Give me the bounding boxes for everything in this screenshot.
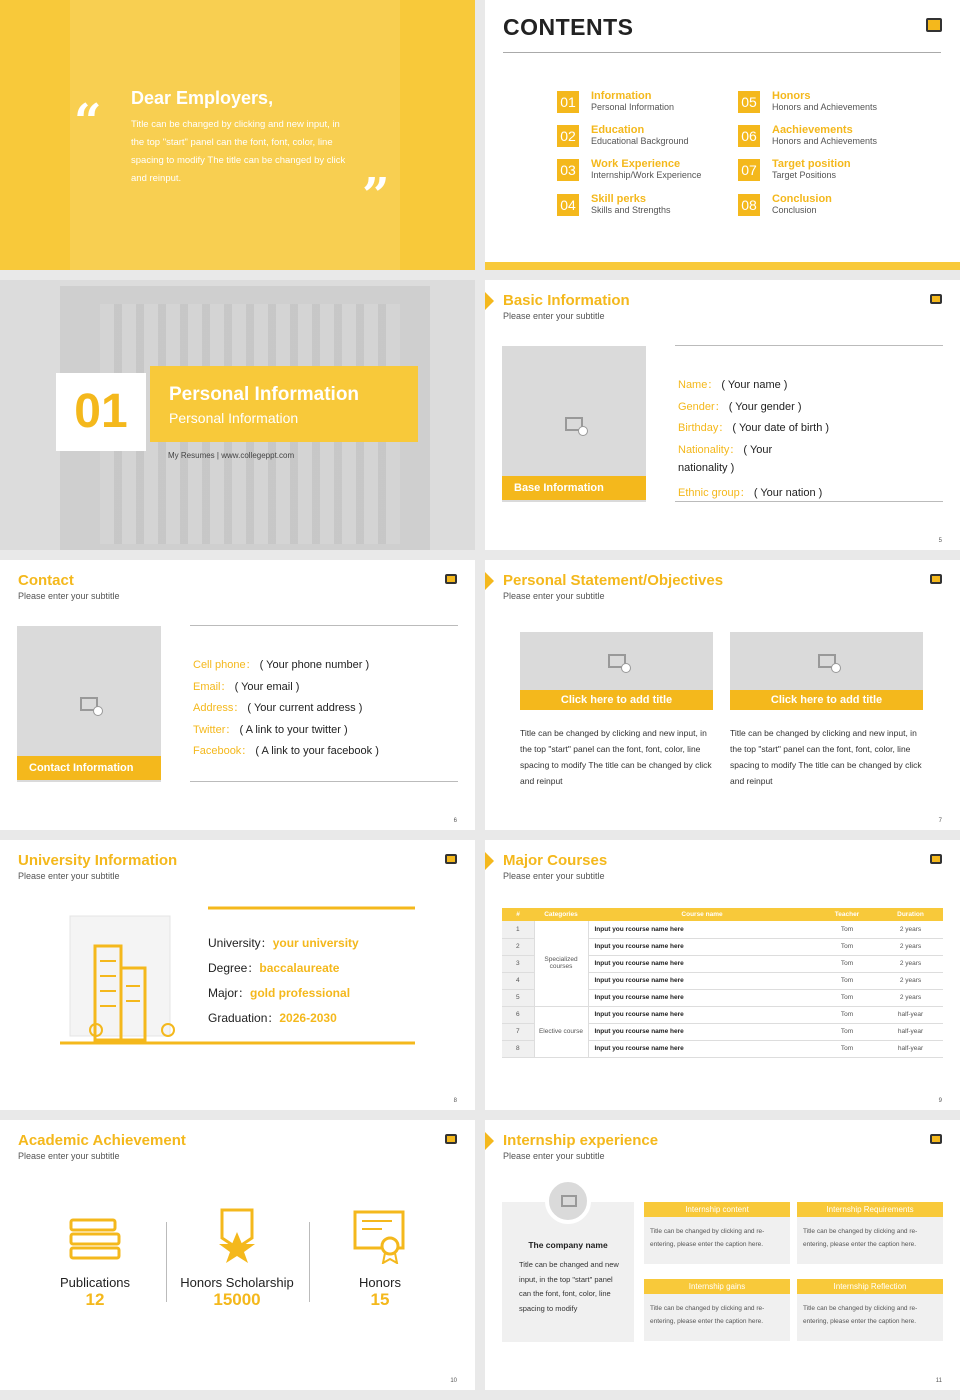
slide-subtitle: Please enter your subtitle <box>18 871 120 881</box>
slide-subtitle: Please enter your subtitle <box>18 1151 120 1161</box>
section-number: 01 <box>56 373 146 451</box>
info-field: Nationality： ( Your <box>678 444 773 456</box>
slide-title: University Information <box>18 852 178 869</box>
image-icon <box>565 417 583 431</box>
slide-subtitle: Please enter your subtitle <box>503 871 605 881</box>
logo-icon <box>445 1134 457 1144</box>
slide-section[interactable] <box>0 280 475 550</box>
open-quote-icon: “ <box>74 94 102 150</box>
footer-bar <box>485 262 960 270</box>
item-number: 04 <box>557 194 579 216</box>
internship-card: Internship content Title can be changed by clicking and re-entering, please enter the caption here. <box>644 1202 790 1264</box>
item-title: Aachievements <box>772 124 853 136</box>
photo-label: Base Information <box>502 476 646 500</box>
contents-item[interactable] <box>557 193 727 221</box>
company-text: Title can be changed and new input, in the top "start" panel can the font, font, color, line spacing to modify <box>519 1260 619 1313</box>
internship-card: Internship gains Title can be changed by clicking and re-entering, please enter the caption here. <box>644 1279 790 1341</box>
slide-contents[interactable] <box>485 0 960 270</box>
achievement-scholarship: Honors Scholarship 15000 <box>167 1208 307 1310</box>
info-field: Birthday： ( Your date of birth ) <box>678 422 830 434</box>
logo-icon <box>930 1134 942 1144</box>
slide-subtitle: Please enter your subtitle <box>18 591 120 601</box>
slide-title: Personal Statement/Objectives <box>503 572 724 589</box>
contents-item[interactable] <box>738 124 908 152</box>
certificate-icon <box>352 1208 408 1264</box>
info-field: nationality ) <box>678 462 735 474</box>
item-number: 06 <box>738 125 760 147</box>
item-subtitle: Personal Information <box>591 102 675 112</box>
page-number: 7 <box>938 818 942 824</box>
table-row[interactable]: 5 Input you rcourse name here Tom 2 years <box>502 989 943 1006</box>
slide-title: Academic Achievement <box>18 1132 186 1149</box>
card-title-button[interactable]: Click here to add title <box>730 690 923 710</box>
image-icon <box>80 697 98 711</box>
title-arrow-icon <box>485 572 494 590</box>
item-subtitle: Educational Background <box>591 136 689 146</box>
image-icon <box>561 1195 577 1207</box>
item-number: 05 <box>738 91 760 113</box>
contents-item[interactable] <box>738 193 908 221</box>
slide-contact[interactable] <box>0 560 475 830</box>
achievement-honors: Honors 15 <box>310 1208 450 1310</box>
divider <box>190 625 458 626</box>
logo-icon <box>445 854 457 864</box>
slide-intro[interactable] <box>0 0 475 270</box>
item-title: Target position <box>772 158 851 170</box>
page-number: 5 <box>938 538 942 544</box>
table-row[interactable]: 1 Specialized courses Input you rcourse name here Tom 2 years <box>502 921 943 938</box>
slide-academic-achievement[interactable] <box>0 1120 475 1390</box>
item-title: Education <box>591 124 645 136</box>
contents-item[interactable] <box>557 158 727 186</box>
contents-item[interactable] <box>557 90 727 118</box>
slide-title: Internship experience <box>503 1132 659 1149</box>
item-subtitle: Target Positions <box>772 170 837 180</box>
table-row[interactable]: 7 Input you rcourse name here Tom half-year <box>502 1023 943 1040</box>
image-icon <box>818 654 836 668</box>
item-subtitle: Honors and Achievements <box>772 102 878 112</box>
item-number: 01 <box>557 91 579 113</box>
page-number: 8 <box>453 1098 457 1104</box>
logo-icon <box>930 574 942 584</box>
contact-field: Facebook： ( A link to your facebook ) <box>193 745 379 757</box>
divider <box>309 1222 310 1302</box>
card-text: Title can be changed by clicking and new input, in the top "start" panel can the font, font, color, line spacing to modify The title can be changed by click and reinput <box>520 728 712 786</box>
table-row[interactable]: 2 Input you rcourse name here Tom 2 years <box>502 938 943 955</box>
slide-subtitle: Please enter your subtitle <box>503 1151 605 1161</box>
company-avatar <box>545 1178 591 1224</box>
contact-field: Address： ( Your current address ) <box>193 702 363 714</box>
item-number: 07 <box>738 159 760 181</box>
logo-icon <box>926 18 942 32</box>
item-title: Honors <box>772 90 811 102</box>
intro-body: Title can be changed by clicking and new input, in the top "start" panel can the font, font, color, line spacing to modify The title can be changed by click and reinput. <box>131 119 346 184</box>
internship-card: Internship Requirements Title can be changed by clicking and re-entering, please enter the caption here. <box>797 1202 943 1264</box>
page-number: 6 <box>453 818 457 824</box>
slide-basic-information[interactable] <box>485 280 960 550</box>
slide-title: Major Courses <box>503 852 608 869</box>
item-subtitle: Skills and Strengths <box>591 205 671 215</box>
contact-field: Cell phone： ( Your phone number ) <box>193 659 370 671</box>
books-icon <box>65 1212 125 1264</box>
photo-label: Contact Information <box>17 756 161 780</box>
table-row[interactable]: 8 Input you rcourse name here Tom half-year <box>502 1040 943 1057</box>
item-title: Conclusion <box>772 193 832 205</box>
logo-icon <box>930 294 942 304</box>
card-title-button[interactable]: Click here to add title <box>520 690 713 710</box>
item-title: Work Experience <box>591 158 681 170</box>
contact-field: Twitter： ( A link to your twitter ) <box>193 724 348 736</box>
university-field: Major：gold professional <box>208 986 351 1000</box>
slide-subtitle: Please enter your subtitle <box>503 311 605 321</box>
page-number: 9 <box>938 1098 942 1104</box>
medal-icon <box>212 1208 262 1264</box>
title-arrow-icon <box>485 1132 494 1150</box>
internship-card: Internship Reflection Title can be changed by clicking and re-entering, please enter the caption here. <box>797 1279 943 1341</box>
slide-subtitle: Please enter your subtitle <box>503 591 605 601</box>
company-name: The company name <box>528 1240 608 1250</box>
page-number: 11 <box>935 1378 942 1384</box>
divider <box>675 345 943 346</box>
university-field: Degree：baccalaureate <box>208 961 340 975</box>
table-row[interactable]: 4 Input you rcourse name here Tom 2 years <box>502 972 943 989</box>
info-field: Name： ( Your name ) <box>678 379 788 391</box>
divider <box>190 781 458 782</box>
image-icon <box>608 654 626 668</box>
table-row[interactable]: 3 Input you rcourse name here Tom 2 years <box>502 955 943 972</box>
divider <box>166 1222 167 1302</box>
item-number: 08 <box>738 194 760 216</box>
title-arrow-icon <box>485 292 494 310</box>
divider <box>503 52 941 53</box>
item-subtitle: Honors and Achievements <box>772 136 878 146</box>
card-text: Title can be changed by clicking and new input, in the top "start" panel can the font, font, color, line spacing to modify The title can be changed by click and reinput <box>730 728 922 786</box>
courses-table <box>502 908 943 1058</box>
university-field: University：your university <box>208 936 359 950</box>
photo-placeholder[interactable] <box>730 632 923 690</box>
table-row[interactable]: 6 Elective course Input you rcourse name here Tom half-year <box>502 1006 943 1023</box>
divider <box>675 501 943 502</box>
item-title: Information <box>591 90 652 102</box>
info-field: Ethnic group： ( Your nation ) <box>678 487 823 499</box>
item-number: 03 <box>557 159 579 181</box>
photo-placeholder[interactable] <box>520 632 713 690</box>
title-arrow-icon <box>485 852 494 870</box>
item-number: 02 <box>557 125 579 147</box>
table-header: # Categories Course name Teacher Duration <box>502 908 943 921</box>
item-title: Skill perks <box>591 193 647 205</box>
close-quote-icon: ” <box>362 168 390 224</box>
item-subtitle: Internship/Work Experience <box>591 170 702 180</box>
slide-personal-statement[interactable] <box>485 560 960 830</box>
intro-title: Dear Employers, <box>131 88 274 108</box>
achievement-publications: Publications 12 <box>25 1212 165 1310</box>
section-subtitle: Personal Information <box>169 410 299 426</box>
page-number: 10 <box>450 1378 457 1384</box>
slide-title: Basic Information <box>503 292 630 309</box>
info-field: Gender： ( Your gender ) <box>678 401 802 413</box>
university-field: Graduation：2026-2030 <box>208 1011 337 1025</box>
section-tagline: My Resumes | www.collegeppt.com <box>168 451 295 460</box>
slide-major-courses[interactable] <box>485 840 960 1110</box>
logo-icon <box>930 854 942 864</box>
contents-item[interactable] <box>557 124 727 152</box>
slide-university[interactable] <box>0 840 475 1110</box>
contact-field: Email： ( Your email ) <box>193 681 300 693</box>
contents-title: CONTENTS <box>503 14 634 40</box>
contents-item[interactable] <box>738 158 908 186</box>
section-title: Personal Information <box>169 384 360 405</box>
slide-internship[interactable] <box>485 1120 960 1390</box>
contents-item[interactable] <box>738 90 908 118</box>
logo-icon <box>445 574 457 584</box>
slide-title: Contact <box>18 572 74 589</box>
item-subtitle: Conclusion <box>772 205 817 215</box>
